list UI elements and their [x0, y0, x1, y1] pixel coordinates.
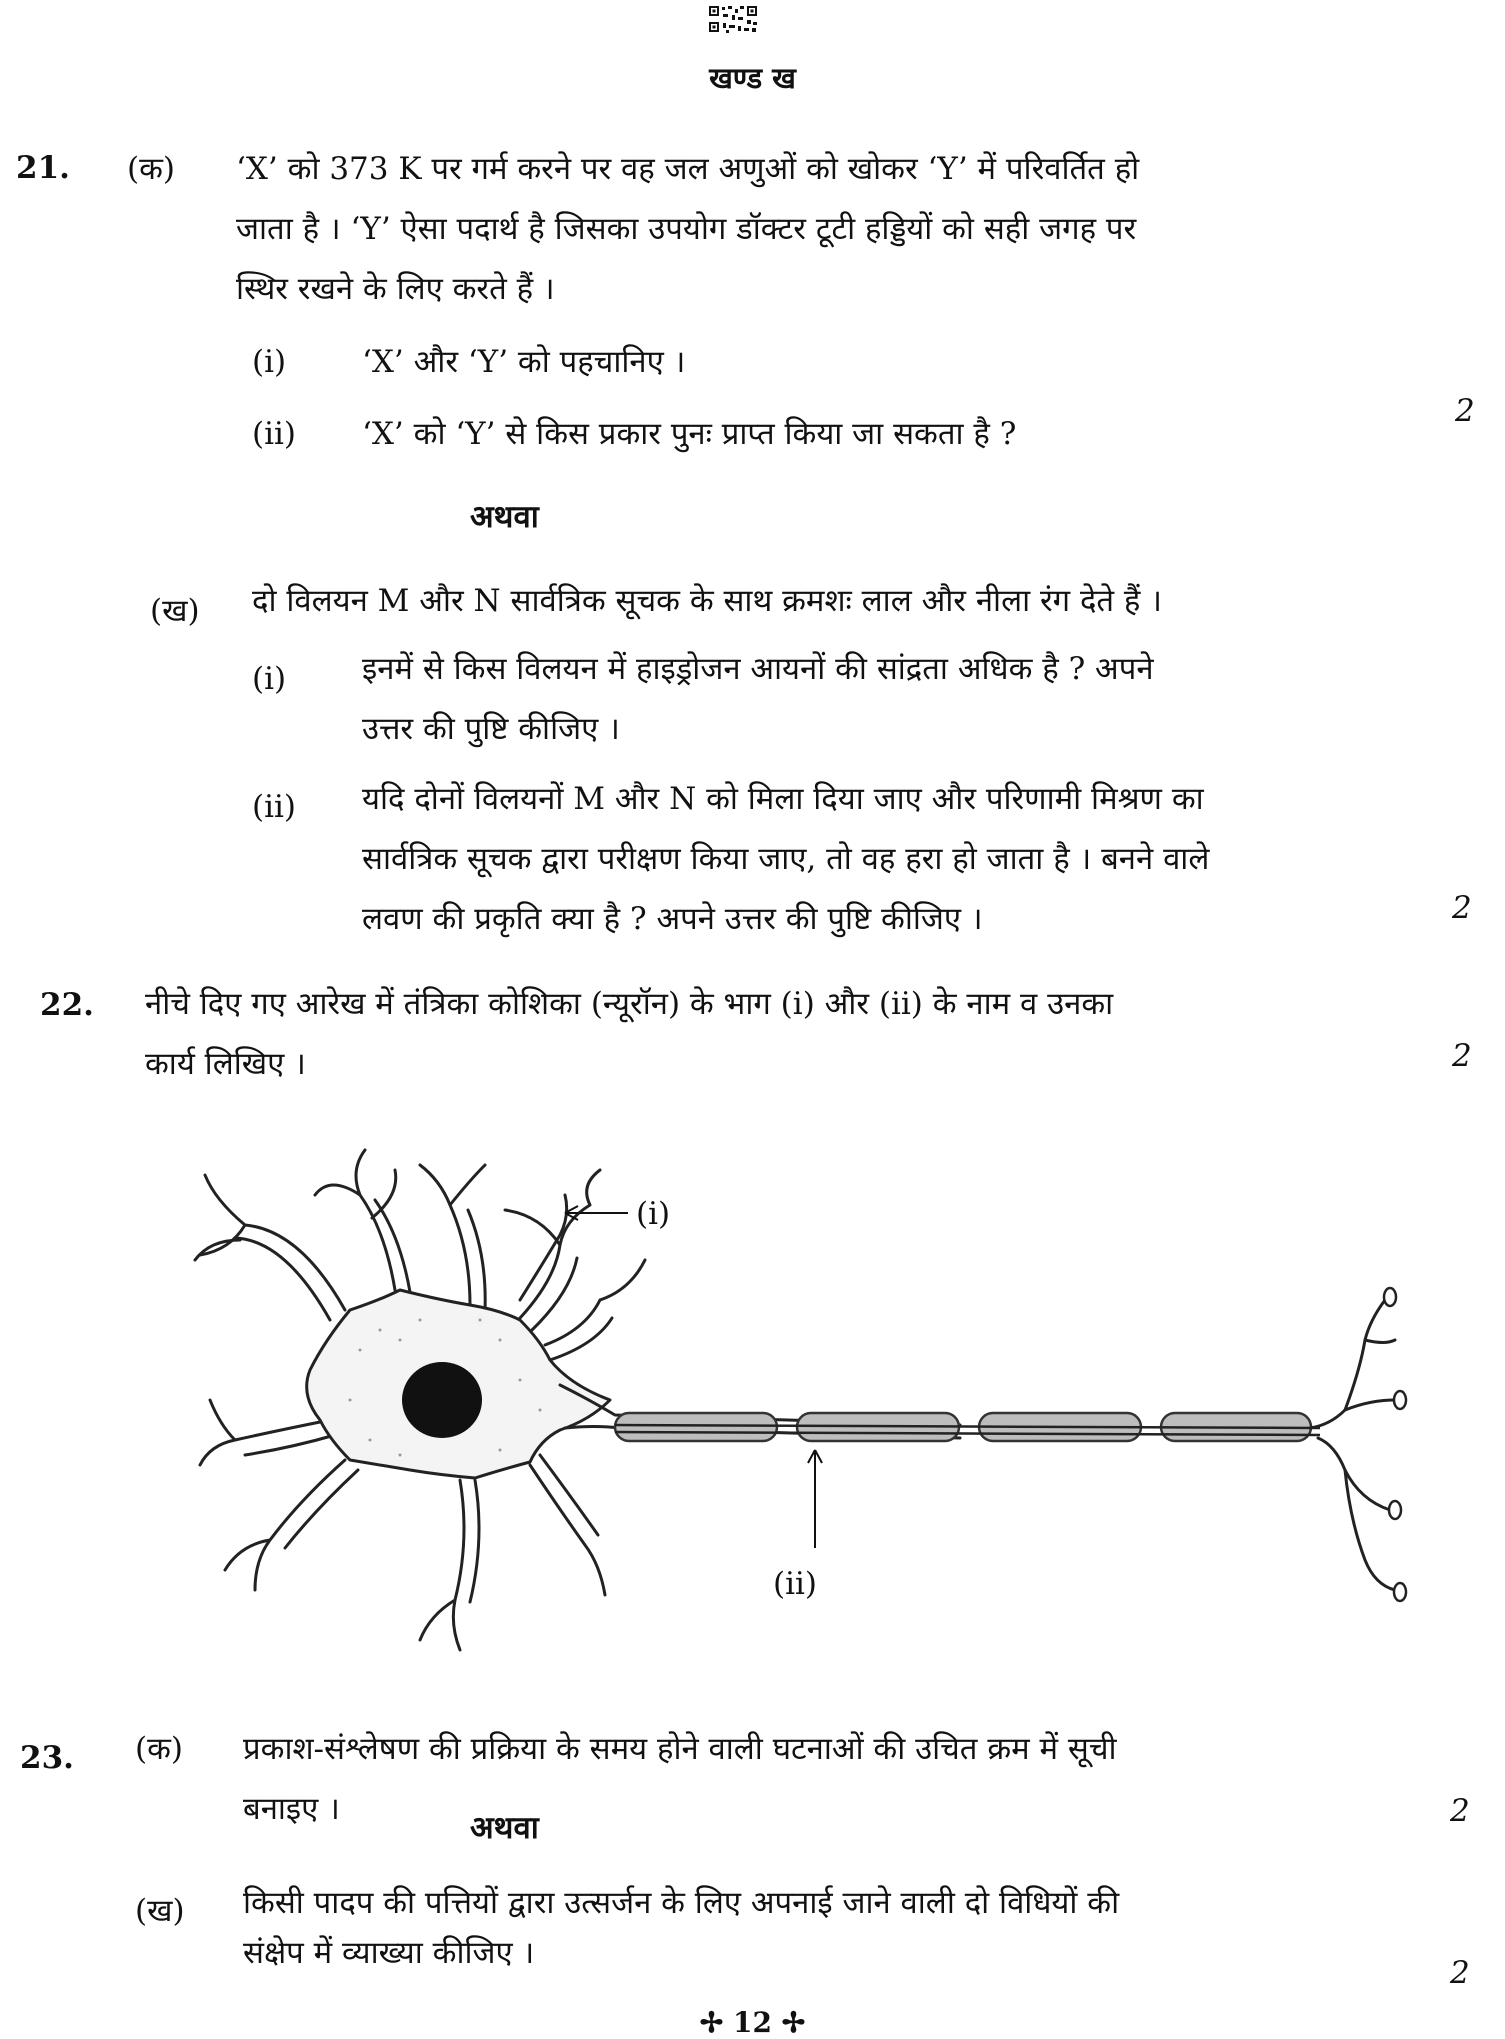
footer-right-star-icon: ✢	[771, 2006, 806, 2039]
q21a-i-label: (i)	[252, 344, 287, 380]
q21b-marks: 2	[1452, 890, 1472, 926]
q23a-marks: 2	[1450, 1793, 1470, 1829]
q23a-label: (क)	[135, 1731, 183, 1767]
q21a-i-text: ‘X’ और ‘Y’ को पहचानिए ।	[362, 344, 686, 380]
q21a-marks: 2	[1455, 393, 1475, 429]
neuron-diagram	[0, 1120, 1505, 1690]
footer-left-star-icon: ✢	[699, 2006, 734, 2039]
q21b-text: दो विलयन M और N सार्वत्रिक सूचक के साथ क्रमशः लाल और नीला रंग देते हैं ।	[252, 583, 1162, 619]
qr-code	[707, 4, 759, 34]
page-number	[0, 2006, 1505, 2039]
q21b-ii-line-2: सार्वत्रिक सूचक द्वारा परीक्षण किया जाए, तो वह हरा हो जाता है । बनने वाले	[362, 841, 1210, 877]
q21b-ii-label: (ii)	[252, 789, 297, 825]
diagram-label-i: (i)	[636, 1196, 671, 1232]
q21a-line-2: जाता है । ‘Y’ ऐसा पदार्थ है जिसका उपयोग डॉक्टर टूटी हड्डियों को सही जगह पर	[236, 211, 1137, 247]
q22-line-2: कार्य लिखिए ।	[145, 1046, 306, 1082]
q21-number: 21.	[16, 150, 70, 186]
q23b-label: (ख)	[135, 1893, 185, 1929]
q21a-ii-text: ‘X’ को ‘Y’ से किस प्रकार पुनः प्राप्त किया जा सकता है ?	[362, 416, 1017, 452]
q21b-i-line-2: उत्तर की पुष्टि कीजिए ।	[362, 711, 620, 747]
q21b-ii-line-3: लवण की प्रकृति क्या है ? अपने उत्तर की पुष्टि कीजिए ।	[362, 901, 983, 937]
q23b-marks: 2	[1450, 1955, 1470, 1991]
q21a-ii-label: (ii)	[252, 416, 297, 452]
q23b-line-1: किसी पादप की पत्तियों द्वारा उत्सर्जन के लिए अपनाई जाने वाली दो विधियों की	[243, 1885, 1120, 1921]
q23a-line-2: बनाइए ।	[243, 1791, 340, 1827]
q23-number: 23.	[20, 1740, 74, 1776]
q22-number: 22.	[40, 987, 94, 1023]
q21b-i-line-1: इनमें से किस विलयन में हाइड्रोजन आयनों की सांद्रता अधिक है ? अपने	[362, 651, 1154, 687]
section-title: खण्ड ख	[709, 61, 796, 95]
page-number-text: 12	[733, 2006, 772, 2039]
q21a-label: (क)	[127, 151, 175, 187]
q23b-line-2: संक्षेप में व्याख्या कीजिए ।	[243, 1935, 535, 1971]
q23-or: अथवा	[470, 1810, 539, 1846]
q21b-label: (ख)	[150, 593, 200, 629]
q23a-line-1: प्रकाश-संश्लेषण की प्रक्रिया के समय होने वाली घटनाओं की उचित क्रम में सूची	[243, 1731, 1117, 1767]
q21a-line-1: ‘X’ को 373 K पर गर्म करने पर वह जल अणुओं को खोकर ‘Y’ में परिवर्तित हो	[236, 151, 1140, 187]
diagram-label-ii: (ii)	[773, 1566, 818, 1602]
q22-marks: 2	[1452, 1038, 1472, 1074]
q21b-i-label: (i)	[252, 661, 287, 697]
q21a-line-3: स्थिर रखने के लिए करते हैं ।	[236, 271, 555, 307]
q21b-ii-line-1: यदि दोनों विलयनों M और N को मिला दिया जाए और परिणामी मिश्रण का	[362, 781, 1204, 817]
q22-line-1: नीचे दिए गए आरेख में तंत्रिका कोशिका (न्यूरॉन) के भाग (i) और (ii) के नाम व उनका	[145, 986, 1114, 1022]
q21-or: अथवा	[470, 499, 539, 535]
